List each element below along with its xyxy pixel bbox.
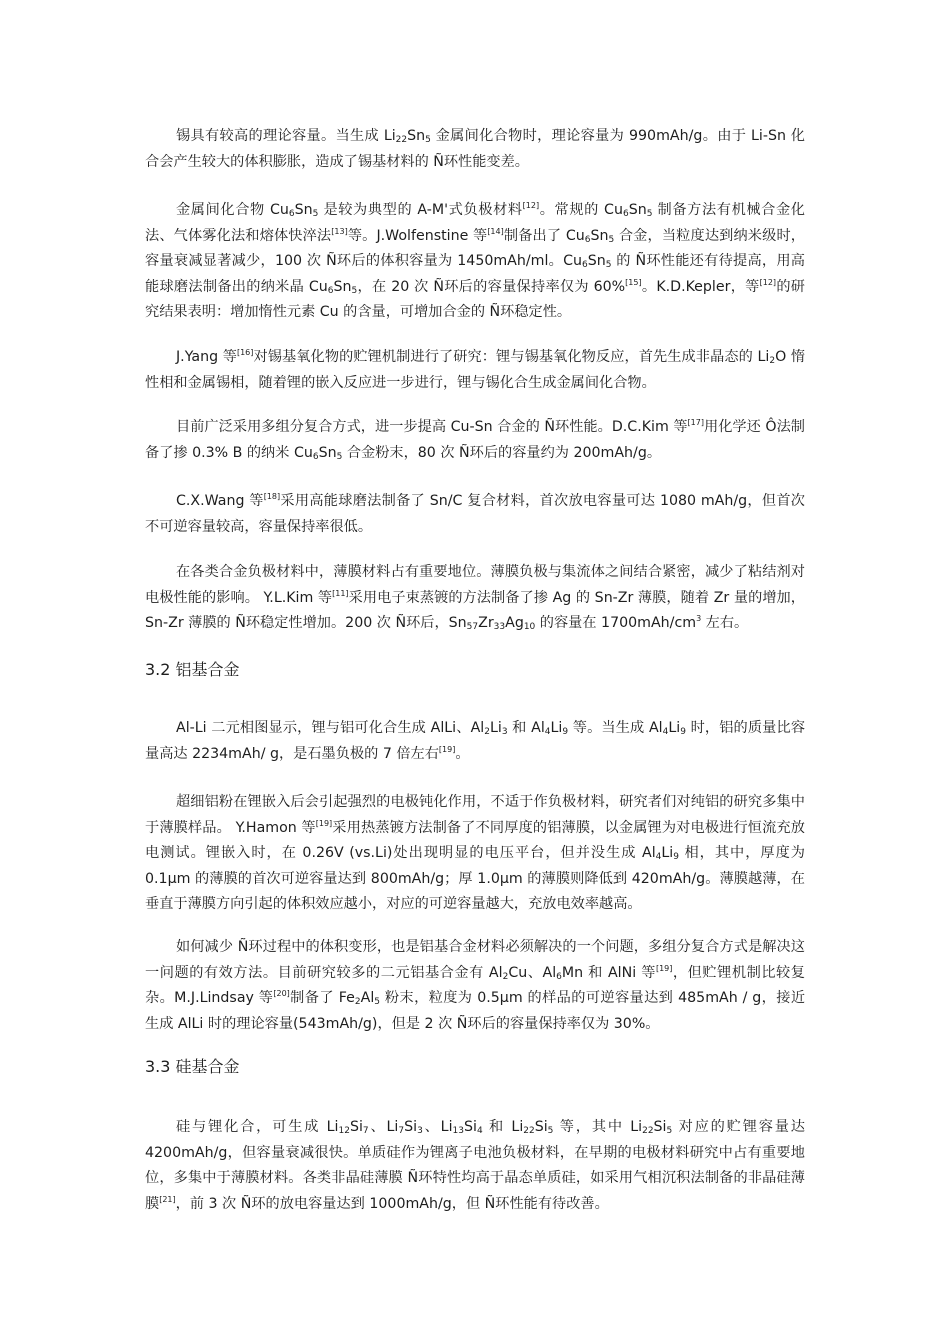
paragraph-sn-c: C.X.Wang 等[18]采用高能球磨法制备了 Sn/C 复合材料，首次放电容量可达 1080 mAh/g，但首次不可逆容量较高，容量保持率很低。 (145, 492, 805, 535)
paragraph-multicomponent: 目前广泛采用多组分复合方式，进一步提高 Cu-Sn 合金的 Ñ环性能。D.C.Kim 等[17]用化学还 Ô法制备了掺 0.3% B 的纳米 $Cu_6Sn_5$ 合金粉末，80 次 Ñ环后的容量约为 200mAh/g。 (145, 418, 805, 462)
paragraph-tin-capacity: 锡具有较高的理论容量。当生成 $Li_{22}Sn_5$ 金属间化合物时，理论容量为 990mAh/g。由于 Li-Sn 化合会产生较大的体积膨胀，造成了锡基材料的 Ñ环性能变差。 (145, 128, 805, 170)
paragraph-cu6sn5: 金属间化合物 $Cu_6Sn_5$ 是较为典型的 A-M'式负极材料[12]。常规的 $Cu_6Sn_5$ 制备方法有机械合金化法、气体雾化法和熔体快淬法[13]等。J.Wolfenstine 等[14]制备出了 $Cu_6Sn_5$ 合金，当粒度达到纳米级时，容量衰减显著减少，100 次 Ñ环后的体积容量为 1450mAh/ml。$Cu_6Sn_5$ 的 Ñ环性能还有待提高，用高能球磨法制备出的纳米晶 $Cu_6Sn_5$，在 20 次 Ñ环后的容量保持率仅为 60%[15]。K.D.Kepler，等[12]的研究结果表明：增加惰性元素 Cu 的含量，可增加合金的 Ñ环稳定性。 (145, 201, 805, 320)
paragraph-al-film: 超细铝粉在锂嵌入后会引起强烈的电极钝化作用，不适于作负极材料，研究者们对纯铝的研究多集中于薄膜样品。 Y.Hamon 等[19]采用热蒸镀方法制备了不同厚度的铝薄膜，以金属锂为对电极进行恒流充放电测试。锂嵌入时，在 0.26V (vs.Li)处出现明显的电压平台，但并没生成 $Al_4Li_9$ 相，其中，厚度为 0.1μm 的薄膜的首次可逆容量达到 800mAh/g；厚 1.0μm 的薄膜则降低到 420mAh/g。薄膜越薄，在垂直于薄膜方向引起的体积效应越小，对应的可逆容量越大，充放电效率越高。 (145, 794, 805, 912)
paragraph-silicon: 硅与锂化合，可生成 $Li_{12}Si_7$、$Li_7Si_3$、$Li_{13}Si_4$ 和 $Li_{22}Si_5$ 等，其中 $Li_{22}Si_5$ 对应的贮锂容量达 4200mAh/g，但容量衰减很快。单质硅作为锂离子电池负极材料，在早期的电极材料研究中占有重要地位，多集中于薄膜材料。各类非晶硅薄膜 Ñ环特性均高于晶态单质硅，如采用气相沉积法制备的非晶硅薄膜[21]，前 3 次 Ñ环的放电容量达到 1000mAh/g，但 Ñ环性能有待改善。 (145, 1119, 805, 1212)
paragraph-tin-oxide: J.Yang 等[16]对锡基氧化物的贮锂机制进行了研究：锂与锡基氧化物反应，首先生成非晶态的 $Li_2O$ 惰性相和金属锡相，随着锂的嵌入反应进一步进行，锂与锡化合生成金属间化合物。 (145, 348, 806, 391)
section-heading-aluminum: 3.2 铝基合金 (145, 660, 240, 679)
section-heading-silicon: 3.3 硅基合金 (145, 1057, 240, 1076)
paragraph-al-composite: 如何减少 Ñ环过程中的体积变形，也是铝基合金材料必须解决的一个问题，多组分复合方式是解决这一问题的有效方法。目前研究较多的二元铝基合金有 $Al_2Cu$、$Al_6Mn$ 和 AlNi 等[19]，但贮锂机制比较复杂。M.J.Lindsay 等[20]制备了 $Fe_2Al_5$ 粉末，粒度为 0.5μm 的样品的可逆容量达到 485mAh / g，接近生成 AlLi 时的理论容量(543mAh/g)，但是 2 次 Ñ环后的容量保持率仅为 30%。 (145, 939, 806, 1032)
paragraph-al-li: Al-Li 二元相图显示，锂与铝可化合生成 AlLi、$Al_2Li_3$ 和 $Al_4Li_9$ 等。当生成 $Al_4Li_9$ 时，铝的质量比容量高达 2234mAh/ g，是石墨负极的 7 倍左右[19]。 (145, 720, 806, 762)
paragraph-thin-film: 在各类合金负极材料中，薄膜材料占有重要地位。薄膜负极与集流体之间结合紧密，减少了粘结剂对电极性能的影响。 Y.L.Kim 等[11]采用电子束蒸镀的方法制备了掺 Ag 的 Sn-Zr 薄膜，随着 Zr 量的增加，Sn-Zr 薄膜的 Ñ环稳定性增加。200 次 Ñ环后，$Sn_{57}Zr_{33}Ag_{10}$ 的容量在 $1700mAh/cm^3$ 左右。 (145, 564, 805, 632)
